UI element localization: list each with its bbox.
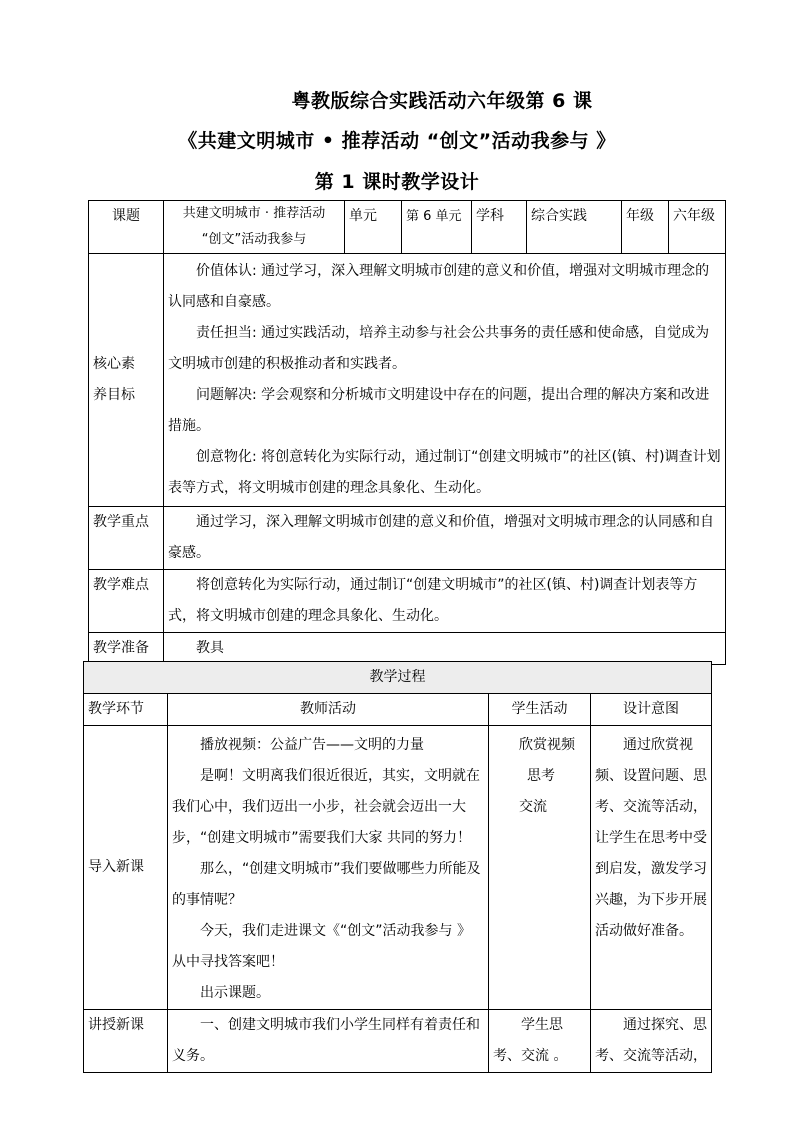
- intro-teacher-line2: 是啊！文明离我们很近很近，其实，文明就在我们心中，我们迈出一小步，社会就会迈出一大步，“创建文明城市”需要我们大家 共同的努力！: [172, 768, 480, 846]
- core-goals-label-line2: 养目标: [93, 387, 135, 403]
- core-goals-label-line1: 核心素: [93, 356, 135, 372]
- intro-teacher-line1: 播放视频：公益广告——文明的力量: [200, 737, 424, 753]
- intro-student-line1: 欣赏视频: [519, 737, 575, 753]
- teach-student: 学生思考、交流 。: [489, 1010, 591, 1073]
- core-goal-problem: 问题解决: 学会观察和分析城市文明建设中存在的问题，提出合理的解决方案和改进措施。: [168, 387, 710, 434]
- unit-label: 单元: [345, 201, 402, 254]
- core-goals-content: [164, 254, 726, 507]
- teach-teacher: 一、创建文明城市我们小学生同样有着责任和义务。: [168, 1010, 489, 1073]
- prep-label: 教学准备: [89, 633, 164, 665]
- doc-title-line2: 《共建文明城市 • 推荐活动 “创文”活动我参与 》: [178, 130, 616, 152]
- intro-teacher: [168, 726, 489, 1010]
- header-stage: 教学环节: [84, 694, 168, 726]
- core-goal-creative: 创意物化: 将创意转化为实际行动，通过制订“创建文明城市”的社区(镇、村)调查计划表等方式，将文明城市创建的理念具象化、生动化。: [168, 449, 721, 496]
- difficulty-label: 教学难点: [89, 570, 164, 633]
- intro-student-line3: 交流: [519, 799, 547, 815]
- lesson-info-table: [88, 200, 726, 665]
- doc-title-line3: 第 1 课时教学设计: [314, 171, 480, 193]
- intro-student-line2: 思考: [527, 768, 555, 784]
- topic-value-line1: 共建文明城市 · 推荐活动: [182, 206, 326, 221]
- grade-value: 六年级: [669, 201, 726, 254]
- teach-intent: 通过探究、思考、交流等活动，: [591, 1010, 712, 1073]
- header-student: 学生活动: [489, 694, 591, 726]
- difficulty-content: 将创意转化为实际行动，通过制订“创建文明城市”的社区(镇、村)调查计划表等方式，将文明城市创建的理念具象化、生动化。: [164, 570, 726, 633]
- doc-title-line1: 粤教版综合实践活动六年级第 6 课: [291, 90, 593, 112]
- topic-label: 课题: [89, 201, 164, 254]
- intro-teacher-line5: 出示课题。: [200, 985, 270, 1001]
- core-goal-value: 价值体认: 通过学习，深入理解文明城市创建的意义和价值，增强对文明城市理念的认同感和自豪感。: [168, 263, 710, 310]
- intro-teacher-line4: 今天，我们走进课文《“创文”活动我参与 》从中寻找答案吧！: [172, 923, 471, 970]
- teach-stage: 讲授新课: [84, 1010, 168, 1073]
- focus-content: 通过学习，深入理解文明城市创建的意义和价值，增强对文明城市理念的认同感和自豪感。: [164, 507, 726, 570]
- header-intent: 设计意图: [591, 694, 712, 726]
- subject-value: 综合实践: [527, 201, 622, 254]
- subject-label: 学科: [472, 201, 527, 254]
- grade-label: 年级: [622, 201, 669, 254]
- teaching-process-table: [83, 661, 712, 1073]
- core-goals-label: [89, 254, 164, 507]
- focus-label: 教学重点: [89, 507, 164, 570]
- topic-value-line2: “创文”活动我参与: [201, 232, 307, 247]
- intro-student: [489, 726, 591, 1010]
- process-title: 教学过程: [84, 662, 712, 694]
- prep-content: 教具: [164, 633, 726, 665]
- core-goal-responsibility: 责任担当: 通过实践活动，培养主动参与社会公共事务的责任感和使命感，自觉成为文明城市创建的积极推动者和实践者。: [168, 325, 710, 372]
- unit-value: 第 6 单元: [402, 201, 472, 254]
- intro-teacher-line3: 那么，“创建文明城市”我们要做哪些力所能及的事情呢？: [172, 861, 481, 908]
- header-teacher: 教师活动: [168, 694, 489, 726]
- intro-intent: 通过欣赏视频、设置问题、思考、交流等活动，让学生在思考中受到启发，激发学习兴趣，为下步开展活动做好准备。: [591, 726, 712, 1010]
- topic-value: [164, 201, 345, 254]
- intro-stage: 导入新课: [84, 726, 168, 1010]
